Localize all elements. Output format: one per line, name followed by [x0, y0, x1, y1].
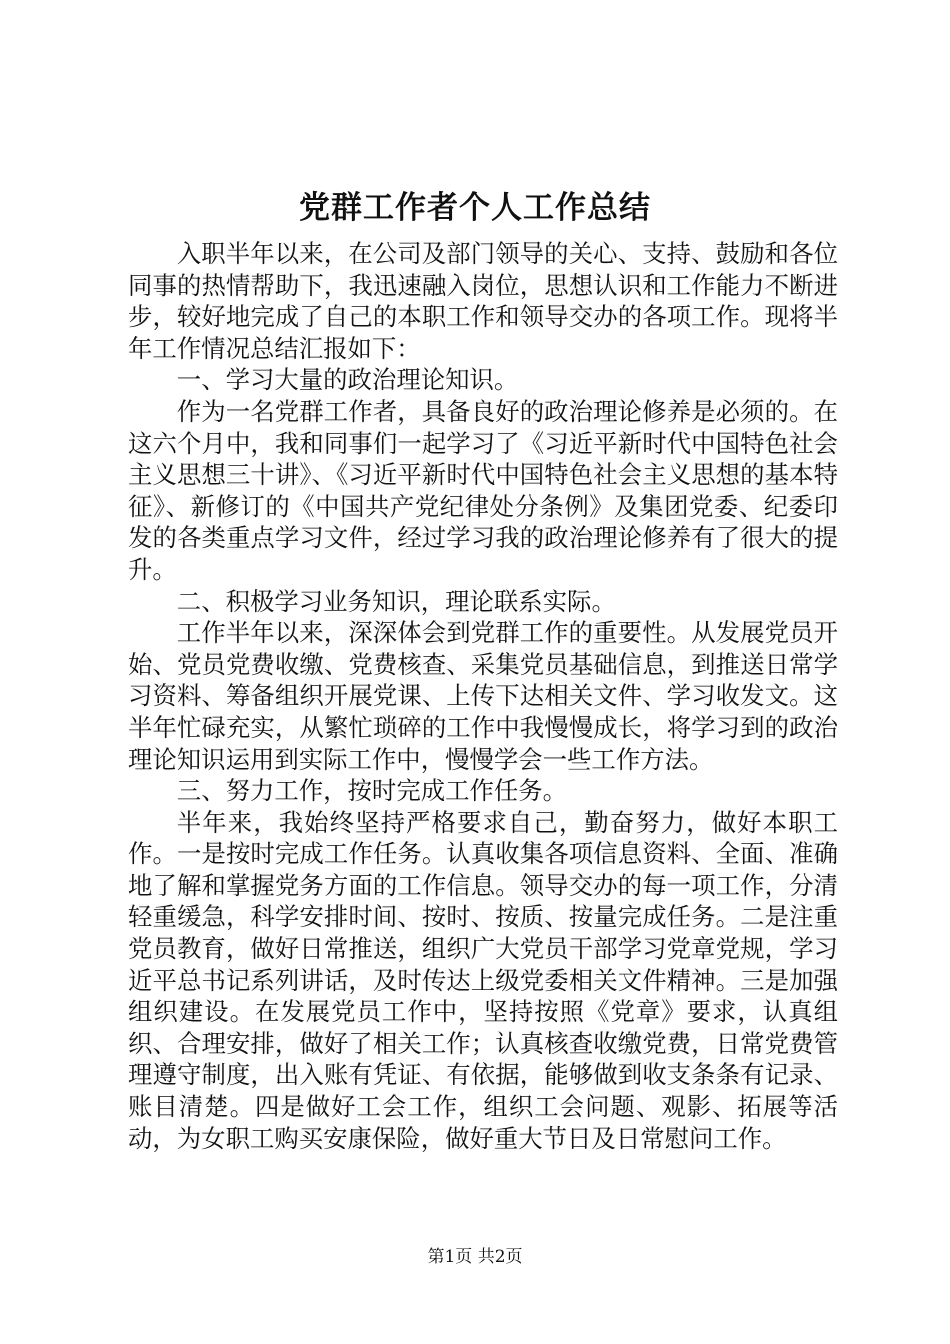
page-number-footer: 第1页 共2页: [427, 1247, 523, 1267]
paragraph-intro: 入职半年以来，在公司及部门领导的关心、支持、鼓励和各位同事的热情帮助下，我迅速融入岗位，思想认识和工作能力不断进步，较好地完成了自己的本职工作和领导交办的各项工作。现将半年工作情况总结汇报如下：: [128, 239, 838, 363]
paragraph-section-3: 半年来，我始终坚持严格要求自己，勤奋努力，做好本职工作。一是按时完成工作任务。认真收集各项信息资料、全面、准确地了解和掌握党务方面的工作信息。领导交办的每一项工作，分清轻重缓急，科学安排时间、按时、按质、按量完成任务。二是注重党员教育，做好日常推送，组织广大党员干部学习党章党规，学习近平总书记系列讲话，及时传达上级党委相关文件精神。三是加强组织建设。在发展党员工作中，坚持按照《党章》要求，认真组织、合理安排，做好了相关工作；认真核查收缴党费，日常党费管理遵守制度，出入账有凭证、有依据，能够做到收支条条有记录、账目清楚。四是做好工会工作，组织工会问题、观影、拓展等活动，为女职工购买安康保险，做好重大节日及日常慰问工作。: [128, 807, 838, 1153]
section-heading-3: 三、努力工作，按时完成工作任务。: [176, 776, 568, 806]
document-body: [128, 238, 838, 1154]
section-heading-2: 二、积极学习业务知识，理论联系实际。: [176, 586, 616, 616]
section-heading-1: 一、学习大量的政治理论知识。: [176, 365, 519, 395]
paragraph-section-1: 作为一名党群工作者，具备良好的政治理论修养是必须的。在这六个月中，我和同事们一起学习了《习近平新时代中国特色社会主义思想三十讲》、《习近平新时代中国特色社会主义思想的基本特征》、新修订的《中国共产党纪律处分条例》及集团党委、纪委印发的各类重点学习文件，经过学习我的政治理论修养有了很大的提升。: [128, 396, 838, 584]
paragraph-section-2: 工作半年以来，深深体会到党群工作的重要性。从发展党员开始、党员党费收缴、党费核查、采集党员基础信息，到推送日常学习资料、筹备组织开展党课、上传下达相关文件、学习收发文。这半年忙碌充实，从繁忙琐碎的工作中我慢慢成长，将学习到的政治理论知识运用到实际工作中，慢慢学会一些工作方法。: [128, 618, 838, 774]
document-title: 党群工作者个人工作总结: [299, 190, 651, 226]
